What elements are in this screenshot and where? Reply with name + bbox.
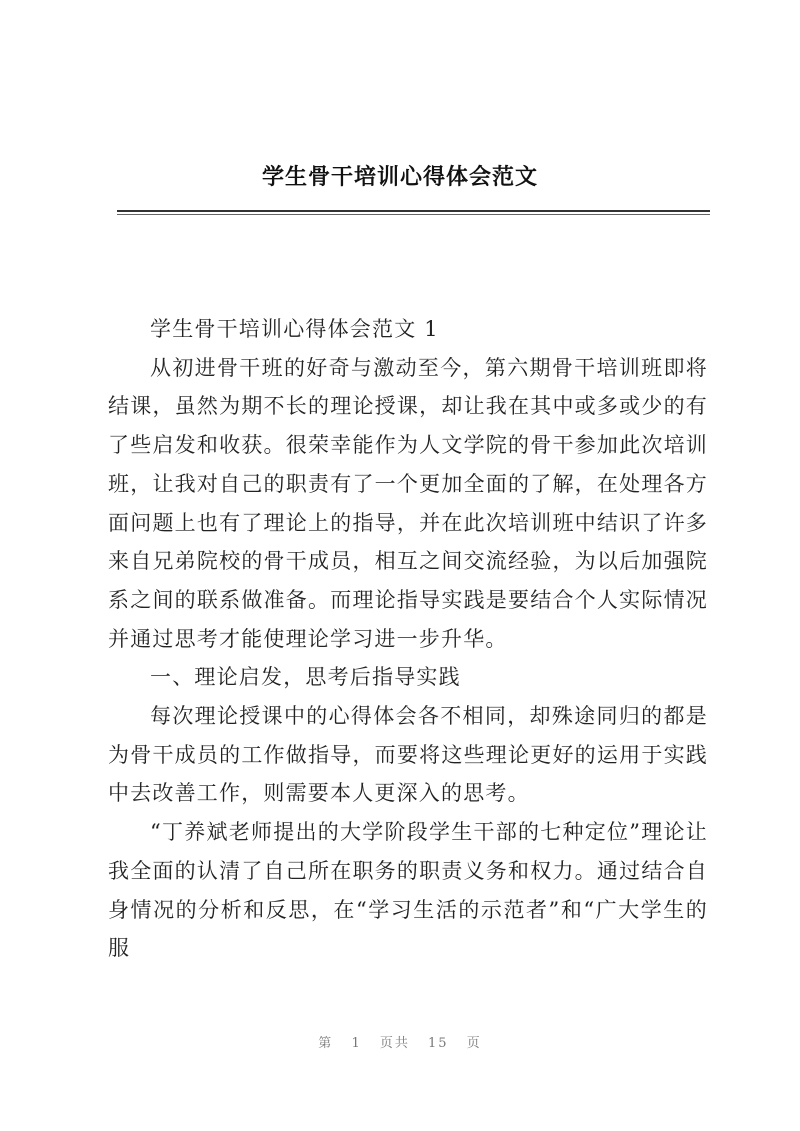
page-footer bbox=[0, 1032, 800, 1051]
footer-label-of: 页共 bbox=[379, 1036, 410, 1051]
body-paragraph: “丁养斌老师提出的大学阶段学生干部的七种定位”理论让我全面的认清了自己所在职务的职责义务和权力。通过结合自身情况的分析和反思，在“学习生活的示范者”和“广大学生的服 bbox=[108, 820, 708, 961]
body-paragraph: 每次理论授课中的心得体会各不相同，却殊途同归的都是为骨干成员的工作做指导，而要将这些理论更好的运用于实践中去改善工作，则需要本人更深入的思考。 bbox=[108, 704, 708, 806]
subsection-heading: 一、理论启发，思考后指导实践 bbox=[150, 665, 461, 690]
footer-current-page: 1 bbox=[351, 1036, 362, 1051]
section-heading: 学生骨干培训心得体会范文 1 bbox=[150, 317, 439, 341]
footer-total-pages: 15 bbox=[428, 1036, 449, 1051]
document-body bbox=[108, 310, 708, 968]
title-divider bbox=[117, 210, 710, 212]
document-title: 学生骨干培训心得体会范文 bbox=[261, 164, 538, 190]
footer-label-end: 页 bbox=[466, 1036, 482, 1051]
title-divider-thin bbox=[117, 214, 710, 215]
footer-label-page: 第 bbox=[318, 1036, 334, 1051]
body-paragraph: 从初进骨干班的好奇与激动至今，第六期骨干培训班即将结课，虽然为期不长的理论授课，却让我在其中或多或少的有了些启发和收获。很荣幸能作为人文学院的骨干参加此次培训班，让我对自己的职责有了一个更加全面的了解，在处理各方面问题上也有了理论上的指导，并在此次培训班中结识了许多来自兄弟院校的骨干成员，相互之间交流经验，为以后加强院系之间的联系做准备。而理论指导实践是要结合个人实际情况并通过思考才能使理论学习进一步升华。 bbox=[108, 355, 708, 651]
